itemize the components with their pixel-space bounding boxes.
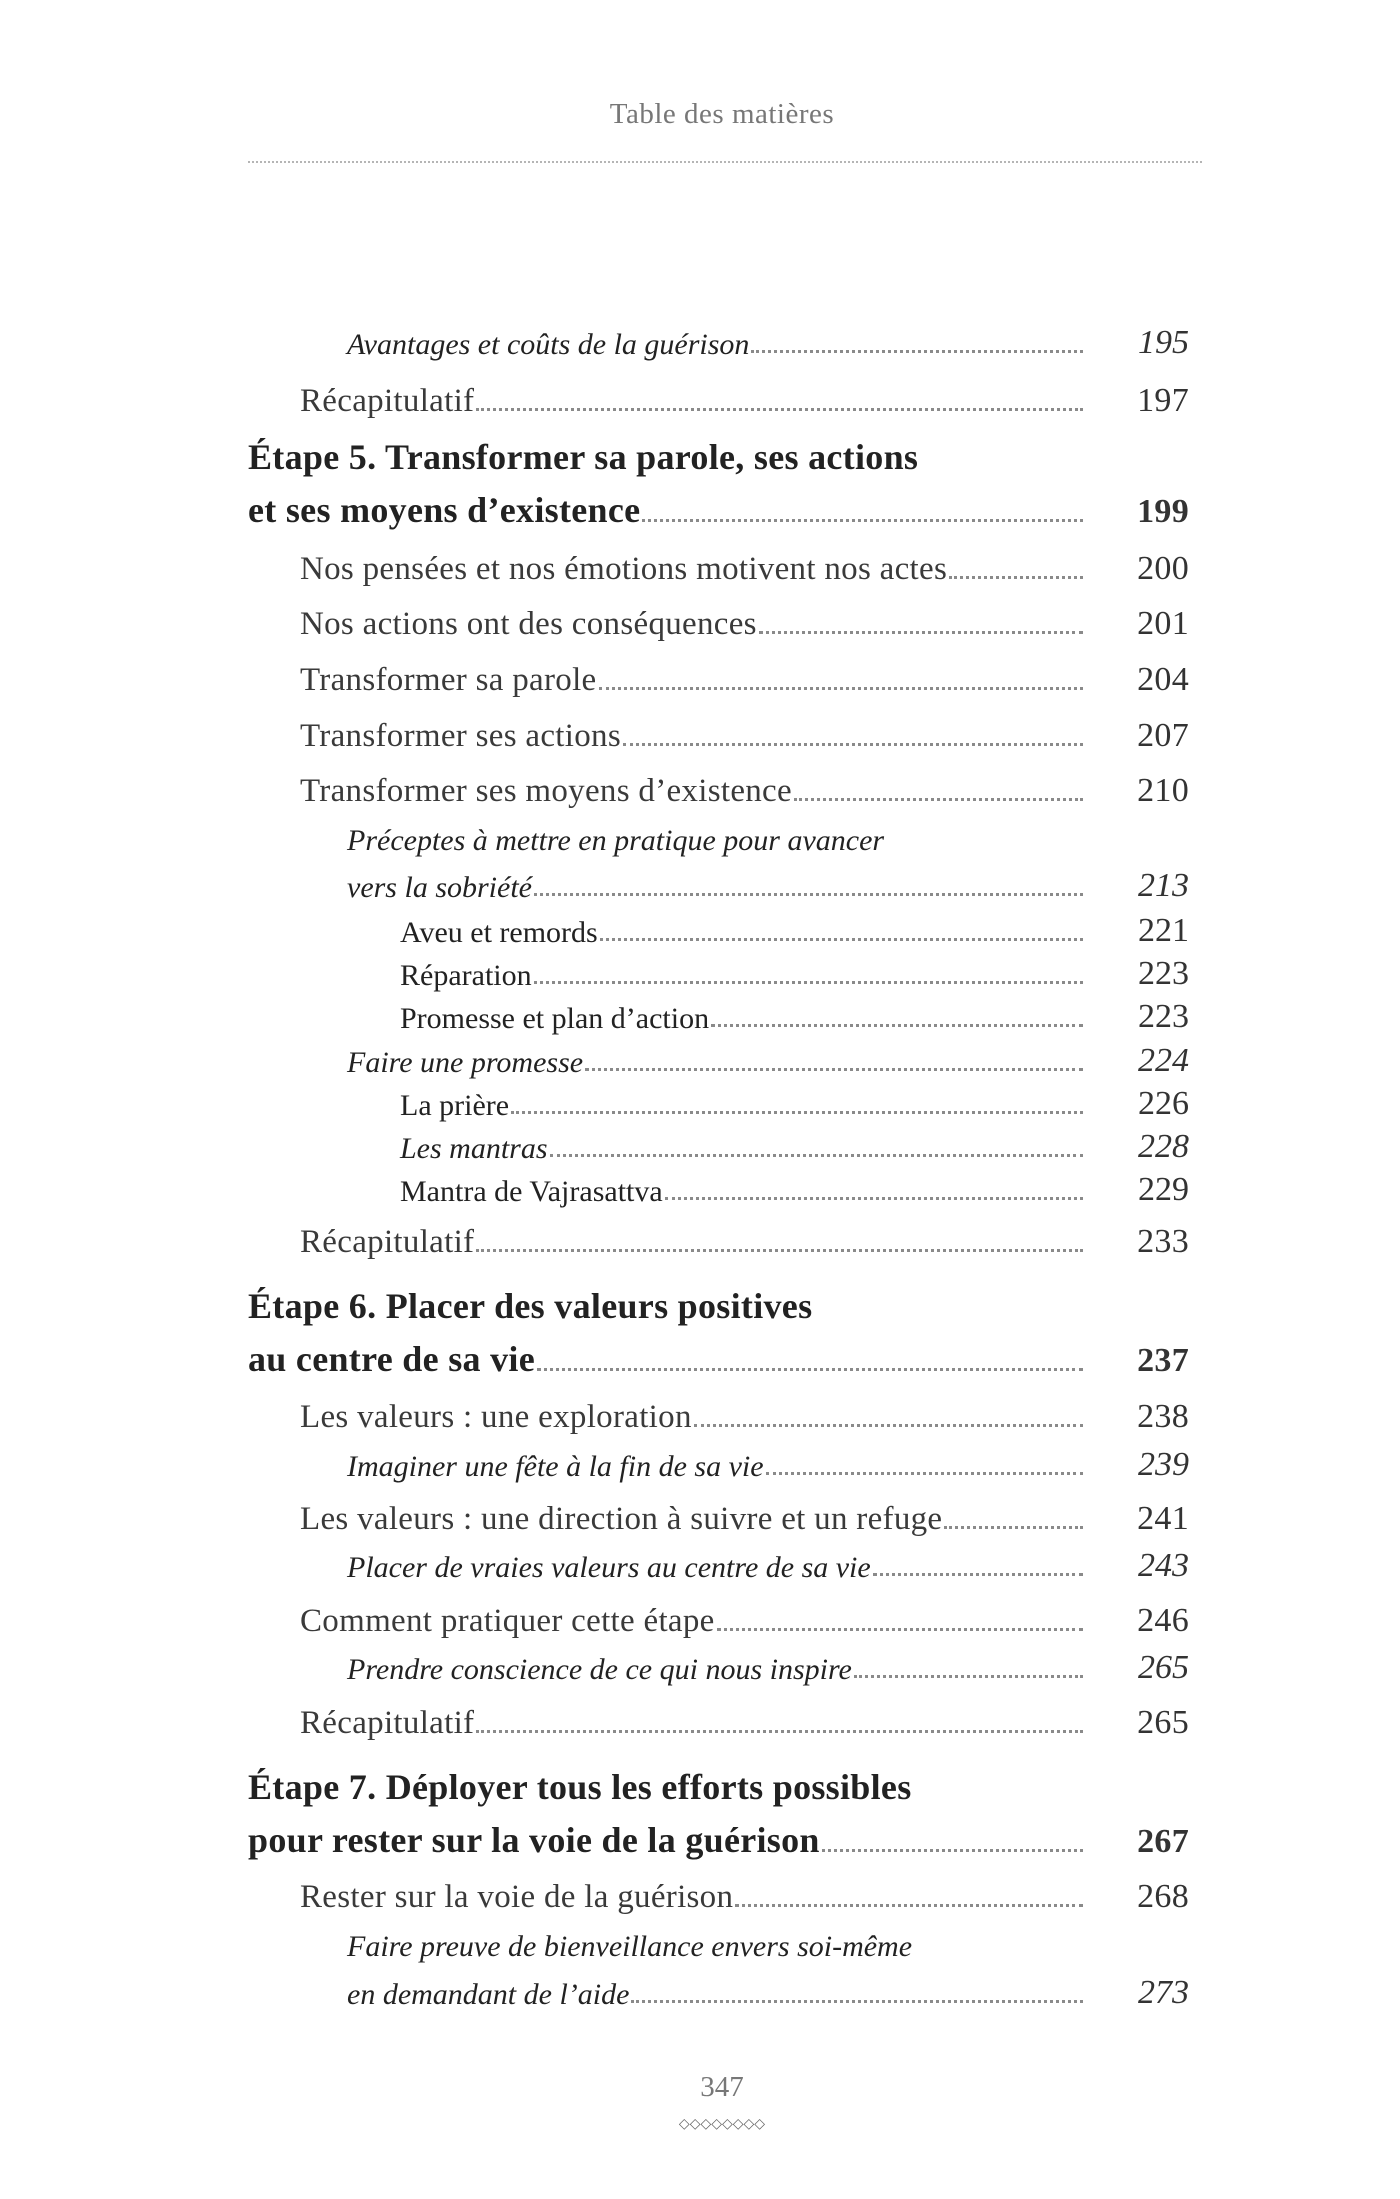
toc-entry-title: Les valeurs : une exploration: [300, 1399, 692, 1435]
dot-leader: [534, 893, 1083, 896]
toc-entry-page: 229: [1138, 1171, 1189, 1208]
dot-leader: [711, 1024, 1083, 1027]
dot-leader: [766, 1472, 1083, 1475]
toc-entry-page: 228: [1138, 1128, 1189, 1165]
toc-entry-title: Étape 7. Déployer tous les efforts possibles: [248, 1767, 912, 1807]
toc-entry-page: 239: [1138, 1446, 1189, 1483]
toc-entry-page: 267: [1137, 1823, 1189, 1860]
dot-leader: [511, 1111, 1083, 1114]
dot-leader: [585, 1068, 1083, 1071]
diamond-ornament-icon: ◇◇◇◇◇◇◇◇: [678, 2117, 766, 2132]
toc-entry-page: 213: [1138, 867, 1189, 904]
toc-entry-title: Transformer ses actions: [300, 718, 621, 754]
toc-entry-title: Transformer ses moyens d’existence: [300, 773, 792, 809]
toc-entry-title: Nos pensées et nos émotions motivent nos actes: [300, 551, 948, 587]
toc-entry-title: Comment pratiquer cette étape: [300, 1603, 715, 1639]
toc-part-heading: [248, 428, 1087, 478]
toc-entry: [400, 1159, 1189, 1209]
dot-leader: [794, 798, 1083, 801]
toc-entry-title: Aveu et remords: [400, 916, 598, 949]
toc-entry-page: 224: [1138, 1042, 1189, 1079]
toc-entry-page: 273: [1138, 1974, 1189, 2011]
dot-leader: [599, 687, 1084, 690]
toc-entry-title: Nos actions ont des conséquences: [300, 606, 757, 642]
toc-entry-title: Étape 5. Transformer sa parole, ses actions: [248, 437, 919, 477]
dot-leader: [476, 1730, 1083, 1733]
toc-entry: [347, 808, 1087, 858]
toc-entry-title: Mantra de Vajrasattva: [400, 1175, 663, 1208]
toc-entry-title: Récapitulatif: [300, 383, 475, 419]
dot-leader: [735, 1904, 1083, 1907]
dot-leader: [873, 1573, 1083, 1576]
dot-leader: [642, 519, 1083, 522]
toc-entry: [347, 855, 1189, 905]
dot-leader: [665, 1197, 1083, 1200]
toc-entry-title: La prière: [400, 1089, 510, 1122]
toc-entry-title: Préceptes à mettre en pratique pour avancer: [347, 824, 885, 857]
toc-entry-title: Étape 6. Placer des valeurs positives: [248, 1286, 813, 1326]
toc-entry: [300, 649, 1189, 699]
dot-leader: [534, 981, 1083, 984]
dot-leader: [759, 631, 1083, 634]
toc-entry-title: Avantages et coûts de la guérison: [347, 328, 750, 361]
toc-entry-page: 207: [1137, 717, 1189, 754]
toc-entry: [248, 1330, 1189, 1380]
toc-entry: [300, 538, 1189, 588]
toc-part-heading: [248, 1758, 1087, 1808]
toc-entry: [300, 1866, 1189, 1916]
toc-entry-title: Les valeurs : une direction à suivre et un refuge: [300, 1501, 943, 1537]
toc-entry-page: 197: [1137, 382, 1189, 419]
dot-leader: [694, 1424, 1083, 1427]
toc-entry-title: Récapitulatif: [300, 1224, 475, 1260]
toc-entry-page: 226: [1138, 1085, 1189, 1122]
toc-entry-page: 210: [1137, 772, 1189, 809]
toc-part-heading: [248, 1277, 1087, 1327]
dot-leader: [949, 576, 1083, 579]
toc-entry-title: Faire preuve de bienveillance envers soi-même: [347, 1930, 913, 1963]
toc-entry: [300, 760, 1189, 810]
toc-entry-page: 233: [1137, 1223, 1189, 1260]
toc-entry-title: Transformer sa parole: [300, 662, 597, 698]
toc-entry: [347, 1434, 1189, 1484]
page-number: 347: [700, 2071, 744, 2103]
toc-entry: [347, 312, 1189, 362]
toc-entry-title: Réparation: [400, 959, 532, 992]
toc-entry: [300, 593, 1189, 643]
toc-entry: [347, 1535, 1189, 1585]
dot-leader: [476, 408, 1083, 411]
toc-entry: [300, 1488, 1189, 1538]
toc-entry: [300, 1386, 1189, 1436]
toc-entry-title: Les mantras: [400, 1132, 548, 1165]
toc-entry: [300, 1590, 1189, 1640]
toc-entry-page: 195: [1138, 324, 1189, 361]
dot-leader: [476, 1249, 1083, 1252]
dot-leader: [944, 1526, 1083, 1529]
toc-entry-title: Imaginer une fête à la fin de sa vie: [347, 1450, 764, 1483]
toc-entry-page: 265: [1137, 1704, 1189, 1741]
toc-entry-title: pour rester sur la voie de la guérison: [248, 1820, 820, 1860]
toc-entry-page: 241: [1137, 1500, 1189, 1537]
toc-entry: [347, 1637, 1189, 1687]
toc-entry-page: 201: [1137, 605, 1189, 642]
toc-entry-title: et ses moyens d’existence: [248, 490, 641, 530]
toc-entry-title: Rester sur la voie de la guérison: [300, 1879, 734, 1915]
dot-leader: [623, 743, 1083, 746]
dot-leader: [600, 938, 1083, 941]
toc-entry: [300, 370, 1189, 420]
toc-entry-page: 223: [1138, 998, 1189, 1035]
running-head: Table des matières: [609, 98, 835, 130]
toc-entry-title: Placer de vraies valeurs au centre de sa vie: [347, 1551, 871, 1584]
toc-entry-page: 246: [1137, 1602, 1189, 1639]
dot-leader: [751, 350, 1083, 353]
toc-entry: [300, 1211, 1189, 1261]
toc-entry-title: Récapitulatif: [300, 1705, 475, 1741]
toc-entry: [347, 1914, 1087, 1964]
toc-entry-title: vers la sobriété: [347, 871, 532, 904]
dot-leader: [550, 1154, 1083, 1157]
toc-entry-title: Faire une promesse: [347, 1046, 584, 1079]
dot-leader: [854, 1675, 1083, 1678]
toc-entry-title: Promesse et plan d’action: [400, 1002, 710, 1035]
toc-entry-title: Prendre conscience de ce qui nous inspire: [347, 1653, 852, 1686]
dot-leader: [537, 1368, 1083, 1371]
toc-entry-page: 268: [1137, 1878, 1189, 1915]
dot-leader: [717, 1628, 1083, 1631]
toc-entry-page: 221: [1138, 912, 1189, 949]
toc-entry-page: 199: [1137, 493, 1189, 530]
toc-entry: [300, 1692, 1189, 1742]
toc-entry-page: 238: [1137, 1398, 1189, 1435]
toc-entry: [347, 1962, 1189, 2012]
toc-entry-page: 223: [1138, 955, 1189, 992]
toc-entry: [300, 705, 1189, 755]
dot-leader: [822, 1849, 1083, 1852]
toc-entry-title: en demandant de l’aide: [347, 1978, 630, 2011]
toc-entry: [400, 986, 1189, 1036]
toc-entry-page: 243: [1138, 1547, 1189, 1584]
toc-entry-page: 204: [1137, 661, 1189, 698]
toc-entry-page: 200: [1137, 550, 1189, 587]
toc-entry: [248, 481, 1189, 531]
dot-leader: [631, 2000, 1083, 2003]
toc-entry: [248, 1811, 1189, 1861]
toc-entry-page: 265: [1138, 1649, 1189, 1686]
toc-entry-page: 237: [1137, 1342, 1189, 1379]
toc-entry-title: au centre de sa vie: [248, 1339, 535, 1379]
